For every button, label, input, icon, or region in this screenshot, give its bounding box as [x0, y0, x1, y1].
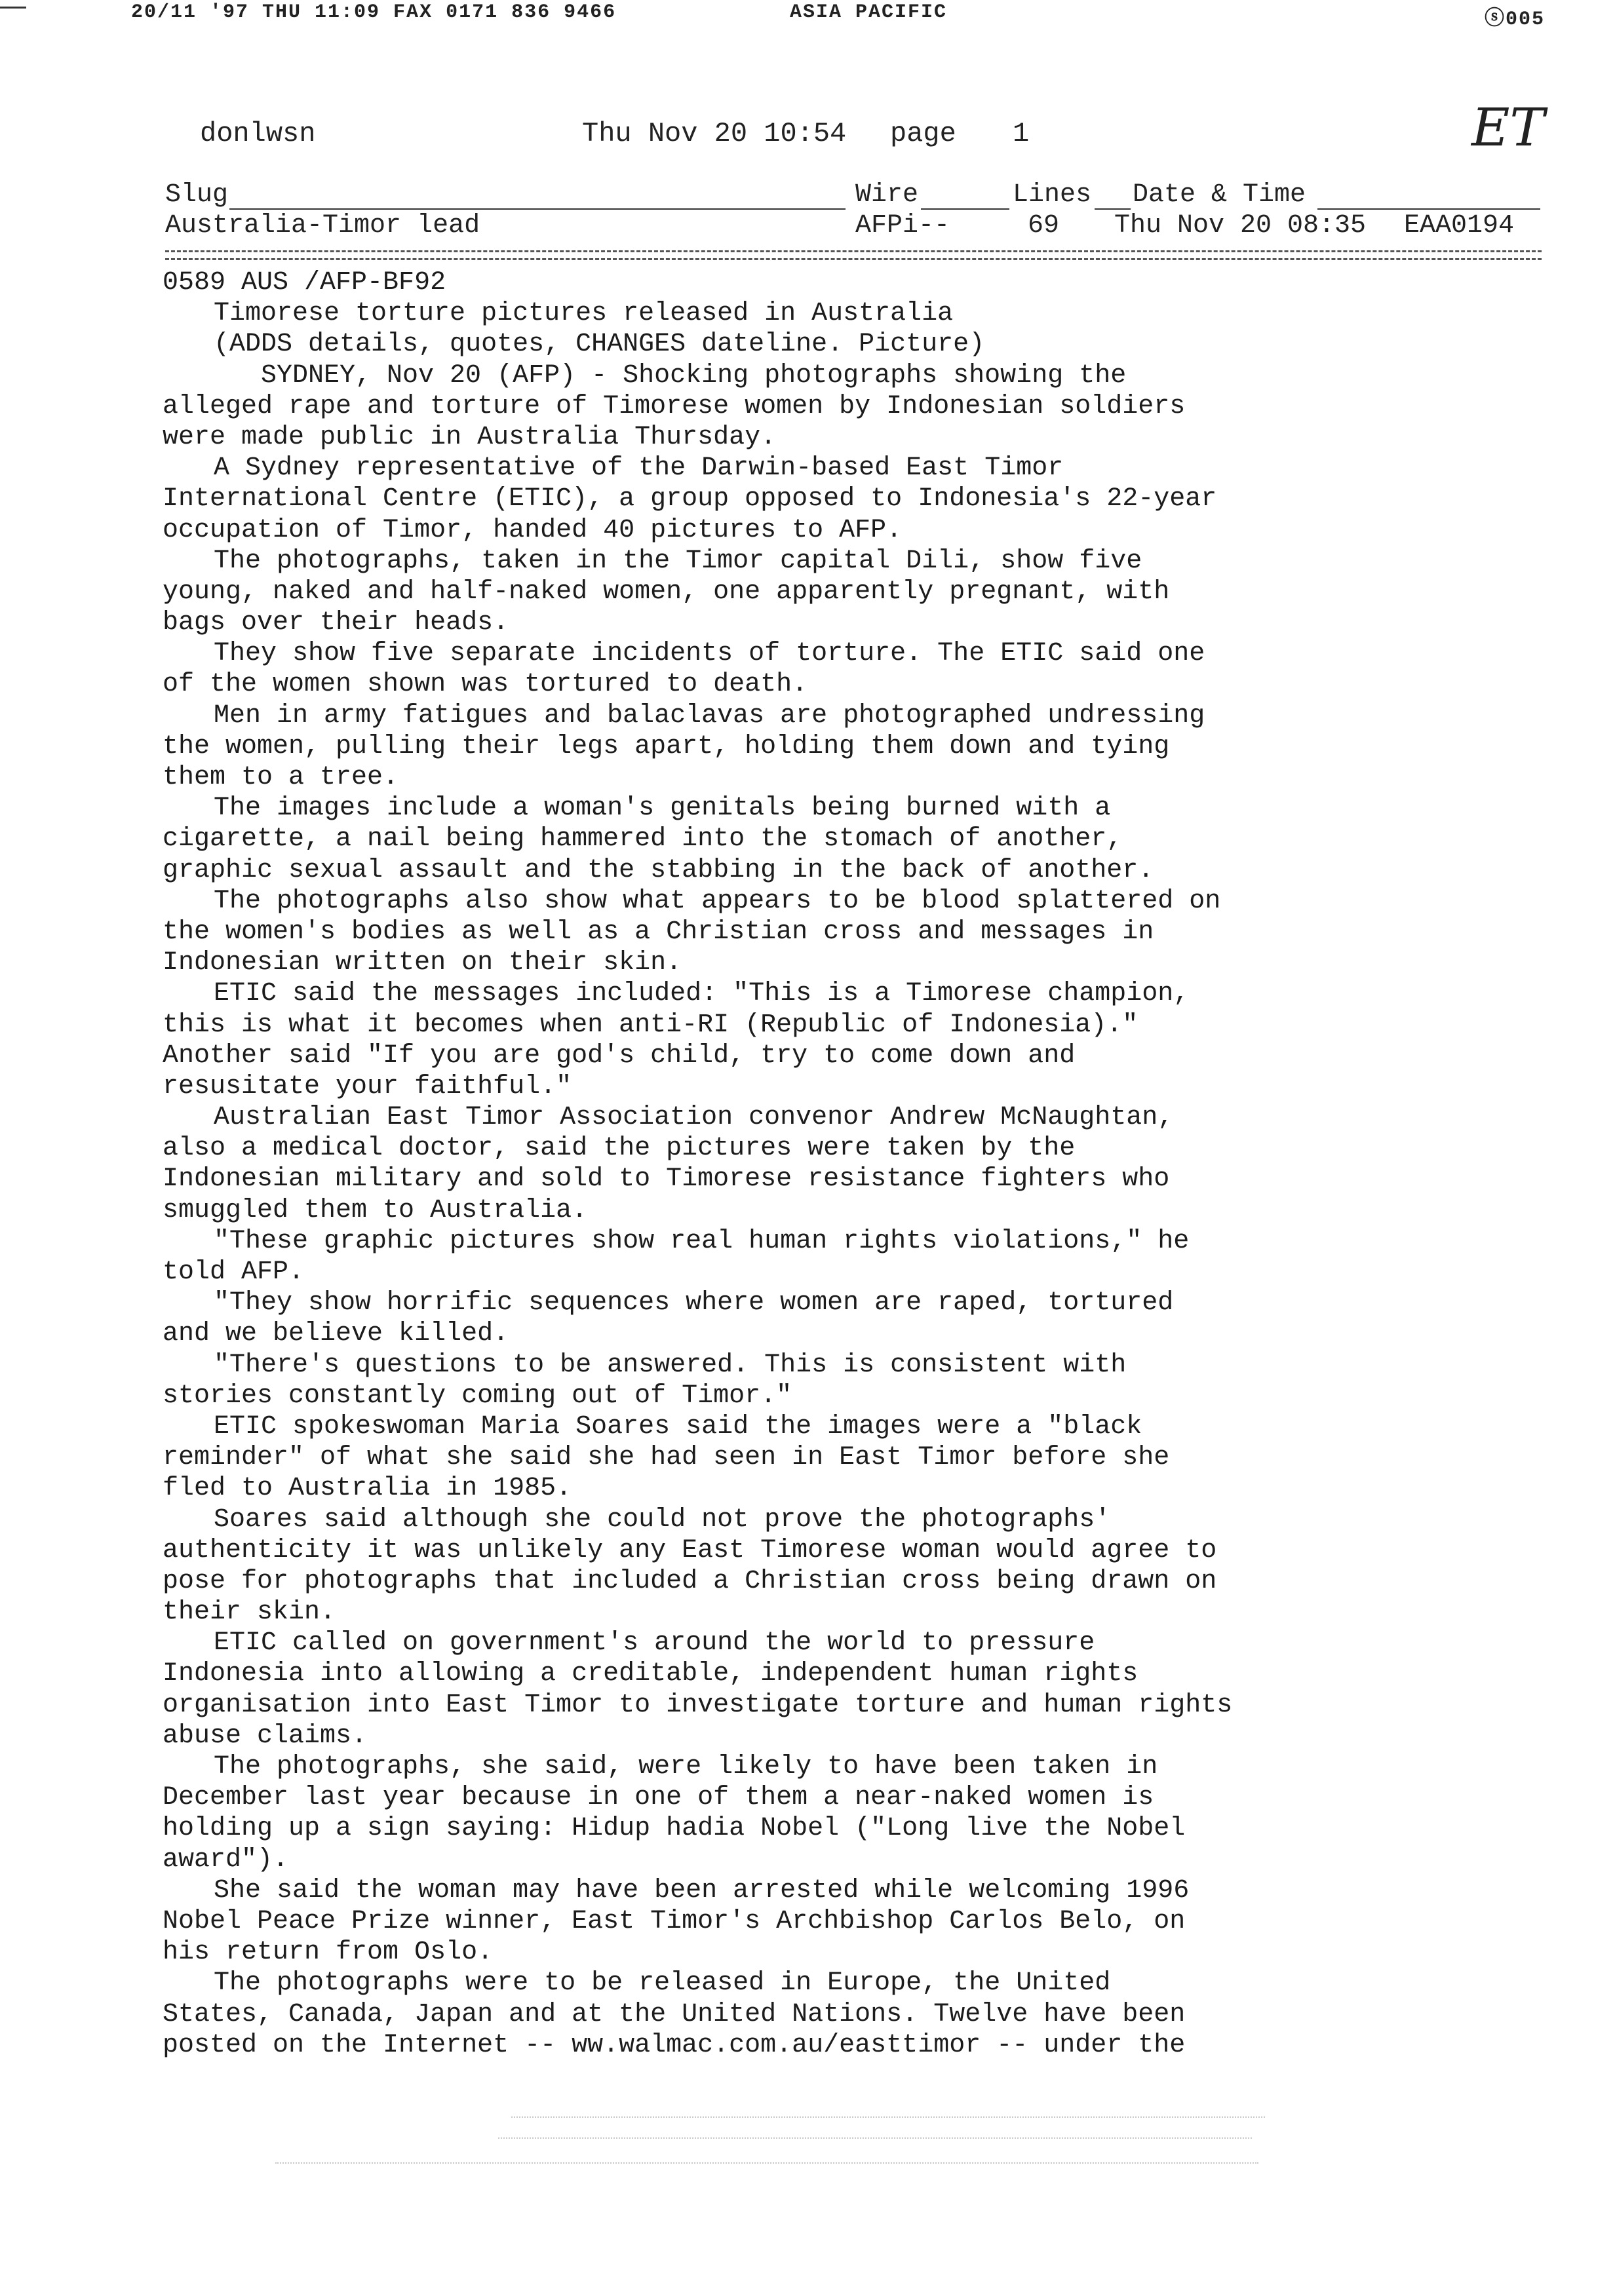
story-line: States, Canada, Japan and at the United Nations. Twelve have been: [163, 1999, 1186, 2029]
story-line: December last year because in one of them a near-naked women is: [163, 1783, 1154, 1813]
fax-noise-line: [498, 2137, 1252, 2139]
lines-value: 69: [1028, 211, 1060, 240]
story-edit-note: (ADDS details, quotes, CHANGES dateline. Picture): [214, 330, 985, 360]
lines-underline: [1095, 208, 1131, 210]
story-line: the women's bodies as well as a Christian cross and messages in: [163, 917, 1154, 947]
story-line: posted on the Internet -- ww.walmac.com.au/easttimor -- under the: [163, 2030, 1186, 2060]
separator-rule-bottom: [165, 258, 1542, 260]
story-line: their skin.: [163, 1598, 336, 1628]
fax-transmission-info: 20/11 '97 THU 11:09 FAX 0171 836 9466: [131, 1, 617, 24]
story-line: International Centre (ETIC), a group opposed to Indonesia's 22-year: [163, 484, 1217, 514]
story-line: holding up a sign saying: Hidup hadia Nobel ("Long live the Nobel: [163, 1814, 1186, 1844]
date-time-header: Date & Time: [1133, 180, 1306, 210]
story-line: organisation into East Timor to investigate torture and human rights: [163, 1690, 1233, 1720]
page-label: page: [890, 118, 956, 149]
story-line: "They show horrific sequences where women are raped, tortured: [214, 1288, 1174, 1318]
story-line: The photographs also show what appears to be blood splattered on: [214, 886, 1221, 916]
page-number: 1: [1013, 118, 1030, 149]
story-line: SYDNEY, Nov 20 (AFP) - Shocking photographs showing the: [261, 360, 1127, 391]
story-line: Australian East Timor Association convenor Andrew McNaughtan,: [214, 1103, 1174, 1133]
story-line: The images include a woman's genitals being burned with a: [214, 794, 1111, 824]
story-line: graphic sexual assault and the stabbing in the back of another.: [163, 855, 1154, 885]
story-id-value: EAA0194: [1404, 211, 1515, 240]
story-line: stories constantly coming out of Timor.": [163, 1381, 792, 1411]
date-time-underline: [1317, 208, 1540, 210]
story-line: ETIC said the messages included: "This is a Timorese champion,: [214, 979, 1190, 1009]
story-line: abuse claims.: [163, 1721, 368, 1751]
date-time-value: Thu Nov 20 08:35: [1114, 211, 1367, 240]
story-code: 0589 AUS /AFP-BF92: [163, 268, 446, 297]
story-line: authenticity it was unlikely any East Timorese woman would agree to: [163, 1535, 1217, 1565]
fax-noise-line: [511, 2116, 1265, 2118]
story-body: [163, 267, 1572, 2061]
story-line: the women, pulling their legs apart, holding them down and tying: [163, 731, 1170, 761]
story-line: were made public in Australia Thursday.: [163, 422, 777, 452]
separator-rule-top: [165, 250, 1542, 252]
story-line: also a medical doctor, said the pictures were taken by the: [163, 1134, 1076, 1164]
story-line: bags over their heads.: [163, 608, 509, 638]
story-line: Men in army fatigues and balaclavas are photographed undressing: [214, 700, 1205, 731]
story-line: his return from Oslo.: [163, 1938, 494, 1968]
story-line: award").: [163, 1845, 289, 1875]
slug-header: Slug: [165, 180, 229, 210]
story-line: Indonesian written on their skin.: [163, 948, 682, 978]
story-line: reminder" of what she said she had seen in East Timor before she: [163, 1443, 1170, 1473]
story-line: "These graphic pictures show real human rights violations," he: [214, 1226, 1190, 1256]
story-line: them to a tree.: [163, 763, 399, 792]
wire-underline: [921, 208, 1009, 210]
story-line: The photographs were to be released in Europe, the United: [214, 1968, 1111, 1999]
story-line: of the women shown was tortured to death.: [163, 670, 808, 700]
story-line: cigarette, a nail being hammered into the stomach of another,: [163, 824, 1123, 854]
lines-header: Lines: [1013, 180, 1092, 210]
story-line: resusitate your faithful.": [163, 1071, 572, 1101]
story-headline: Timorese torture pictures released in Australia: [214, 299, 954, 329]
story-line: Nobel Peace Prize winner, East Timor's Archbishop Carlos Belo, on: [163, 1906, 1186, 1936]
story-line: told AFP.: [163, 1257, 305, 1287]
fax-sender-name: ASIA PACIFIC: [790, 1, 948, 24]
story-line: The photographs, taken in the Timor capital Dili, show five: [214, 546, 1142, 576]
story-line: this is what it becomes when anti-RI (Republic of Indonesia).": [163, 1010, 1138, 1040]
slug-value: Australia-Timor lead: [165, 211, 480, 240]
story-line: ETIC called on government's around the world to pressure: [214, 1628, 1095, 1658]
story-line: Indonesian military and sold to Timorese resistance fighters who: [163, 1164, 1170, 1195]
wire-header: Wire: [855, 180, 919, 210]
story-line: fled to Australia in 1985.: [163, 1474, 572, 1504]
story-line: Soares said although she could not prove the photographs': [214, 1504, 1111, 1535]
handwritten-initials: ET: [1471, 97, 1545, 158]
story-line: and we believe killed.: [163, 1319, 509, 1349]
fax-noise-line: [275, 2162, 1258, 2164]
fax-margin-mark: [0, 7, 26, 9]
story-line: pose for photographs that included a Christian cross being drawn on: [163, 1566, 1217, 1596]
story-line: Another said "If you are god's child, try to come down and: [163, 1041, 1076, 1071]
story-line: They show five separate incidents of torture. The ETIC said one: [214, 639, 1205, 669]
wire-value: AFPi--: [855, 211, 950, 240]
story-line: "There's questions to be answered. This is consistent with: [214, 1350, 1127, 1380]
story-line: Indonesia into allowing a creditable, independent human rights: [163, 1659, 1138, 1689]
slug-underline: [229, 208, 846, 210]
story-line: alleged rape and torture of Timorese women by Indonesian soldiers: [163, 391, 1186, 421]
print-datetime: Thu Nov 20 10:54: [582, 118, 847, 149]
story-line: occupation of Timor, handed 40 pictures to AFP.: [163, 515, 903, 545]
story-line: ETIC spokeswoman Maria Soares said the images were a "black: [214, 1411, 1142, 1442]
wire-user-id: donlwsn: [200, 118, 316, 149]
story-line: A Sydney representative of the Darwin-based East Timor: [214, 453, 1064, 484]
story-line: She said the woman may have been arrested while welcoming 1996: [214, 1875, 1190, 1905]
story-line: young, naked and half-naked women, one apparently pregnant, with: [163, 577, 1170, 607]
story-line: The photographs, she said, were likely to have been taken in: [214, 1752, 1158, 1782]
story-line: smuggled them to Australia.: [163, 1195, 588, 1225]
fax-page-counter: ⓢ005: [1485, 9, 1546, 31]
